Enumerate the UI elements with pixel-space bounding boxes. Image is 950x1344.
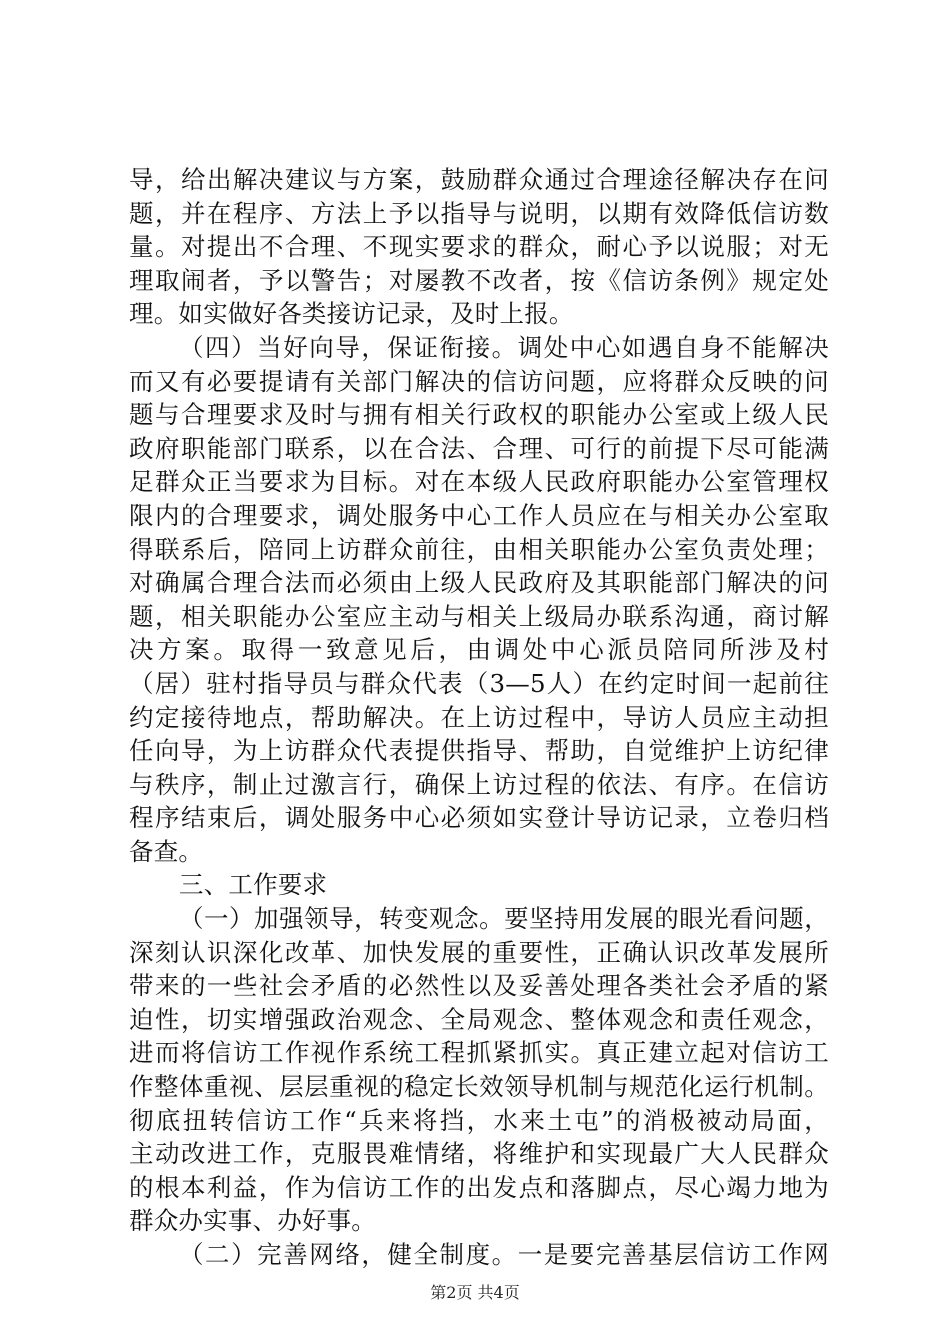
paragraph-line: （二）完善网络，健全制度。一是要完善基层信访工作网: [179, 1240, 829, 1269]
paragraph-line: 量。对提出不合理、不现实要求的群众，耐心予以说服；对无: [129, 232, 829, 262]
paragraph-line: 题与合理要求及时与拥有相关行政权的职能办公室或上级人民: [129, 400, 829, 430]
paragraph-line: 得联系后，陪同上访群众前往，由相关职能办公室负责处理；: [129, 534, 829, 564]
paragraph-line: 备查。: [129, 836, 204, 866]
paragraph-line: 对确属合理合法而必须由上级人民政府及其职能部门解决的问: [129, 568, 829, 598]
paragraph-line: 带来的一些社会矛盾的必然性以及妥善处理各类社会矛盾的紧: [129, 971, 829, 1001]
paragraph-line: 足群众正当要求为目标。对在本级人民政府职能办公室管理权: [129, 467, 829, 497]
paragraph-line: 主动改进工作，克服畏难情绪，将维护和实现最广大人民群众: [129, 1139, 829, 1169]
paragraph-line: 限内的合理要求，调处服务中心工作人员应在与相关办公室取: [129, 500, 829, 530]
paragraph-line: 题，并在程序、方法上予以指导与说明，以期有效降低信访数: [129, 198, 829, 228]
paragraph-line: 迫性，切实增强政治观念、全局观念、整体观念和责任观念，: [129, 1004, 829, 1034]
paragraph-line: 与秩序，制止过激言行，确保上访过程的依法、有序。在信访: [129, 769, 829, 799]
paragraph-line: 群众办实事、办好事。: [129, 1206, 376, 1236]
section-heading: 三、工作要求: [179, 870, 328, 900]
paragraph-line: 理取闹者，予以警告；对屡教不改者，按《信访条例》规定处: [129, 265, 829, 295]
paragraph-line: 进而将信访工作视作系统工程抓紧抓实。真正建立起对信访工: [129, 1038, 829, 1068]
paragraph-line: 政府职能部门联系，以在合法、合理、可行的前提下尽可能满: [129, 433, 829, 463]
paragraph-line: 导，给出解决建议与方案，鼓励群众通过合理途径解决存在问: [129, 165, 829, 194]
paragraph-line: （一）加强领导，转变观念。要坚持用发展的眼光看问题，: [179, 904, 829, 934]
paragraph-line: 约定接待地点，帮助解决。在上访过程中，导访人员应主动担: [129, 702, 829, 732]
paragraph-line: 的根本利益，作为信访工作的出发点和落脚点，尽心竭力地为: [129, 1172, 829, 1202]
paragraph-line: （四）当好向导，保证衔接。调处中心如遇自身不能解决: [179, 332, 829, 362]
paragraph-line: 而又有必要提请有关部门解决的信访问题，应将群众反映的问: [129, 366, 829, 396]
paragraph-line: （居）驻村指导员与群众代表（3—5人）在约定时间一起前往: [129, 668, 829, 698]
paragraph-line: 理。如实做好各类接访记录，及时上报。: [129, 299, 574, 329]
paragraph-line: 作整体重视、层层重视的稳定长效领导机制与规范化运行机制。: [129, 1072, 829, 1102]
page-number-footer: 第2页 共4页: [430, 1283, 520, 1302]
document-body: [129, 163, 829, 1272]
paragraph-line: 任向导，为上访群众代表提供指导、帮助，自觉维护上访纪律: [129, 736, 829, 766]
paragraph-line: 深刻认识深化改革、加快发展的重要性，正确认识改革发展所: [129, 937, 829, 967]
paragraph-line: 程序结束后，调处服务中心必须如实登计导访记录，立卷归档: [129, 803, 829, 833]
paragraph-line: 决方案。取得一致意见后，由调处中心派员陪同所涉及村: [129, 635, 829, 665]
paragraph-line: 彻底扭转信访工作“兵来将挡，水来土屯”的消极被动局面，: [129, 1105, 829, 1135]
paragraph-line: 题，相关职能办公室应主动与相关上级局办联系沟通，商讨解: [129, 601, 829, 631]
